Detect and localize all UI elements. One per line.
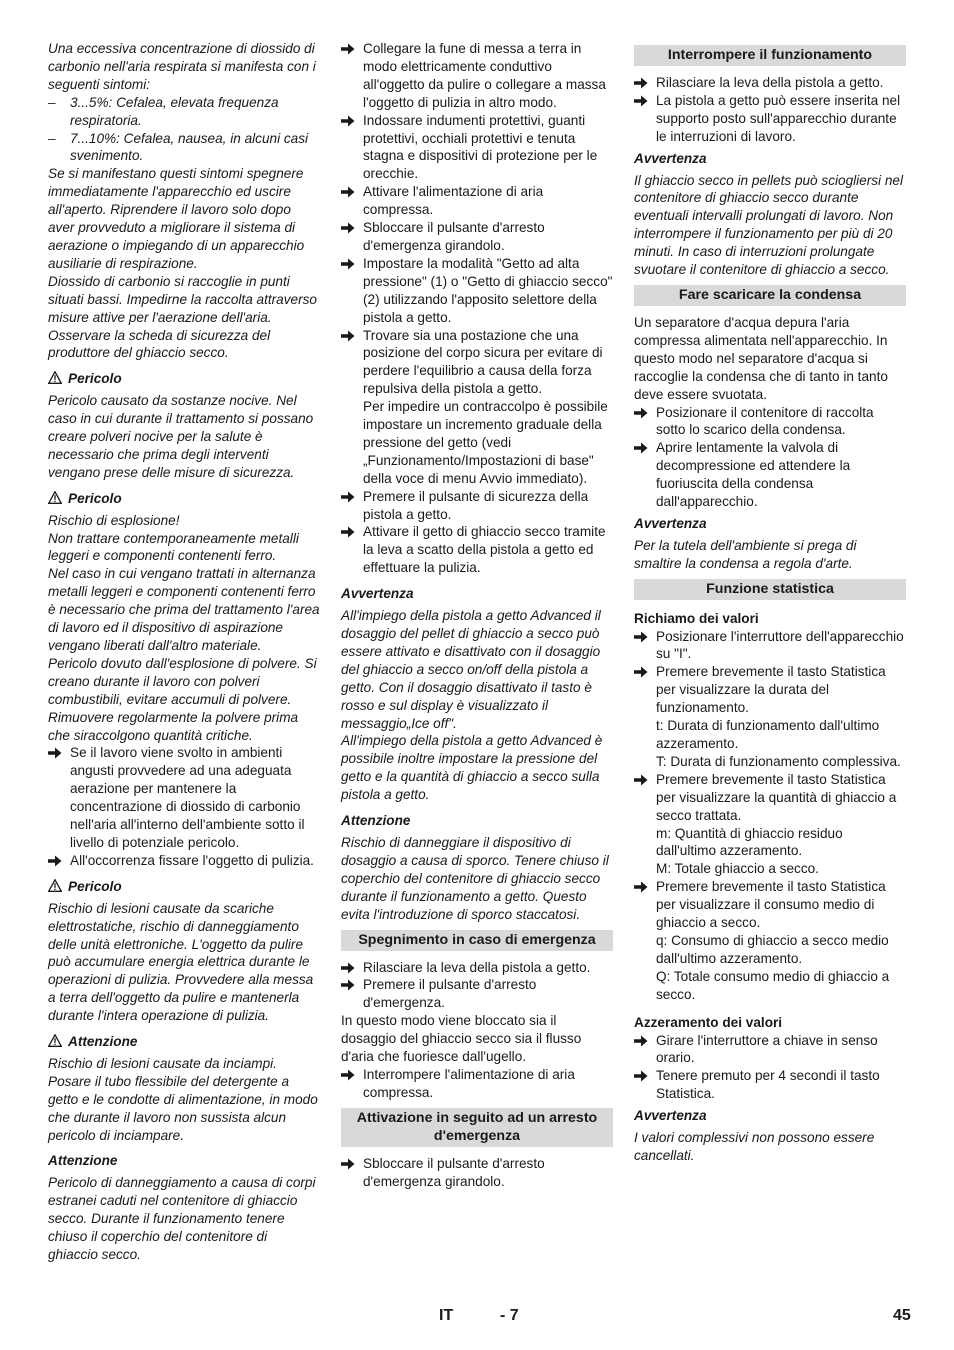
- arrow-right-icon: [634, 407, 648, 419]
- value-description: T: Durata di funzionamento complessiva.: [656, 753, 901, 769]
- safety-sheet-note: Osservare la scheda di sicurezza del produttore del ghiaccio secco.: [48, 327, 271, 361]
- arrow-right-icon: [634, 666, 648, 678]
- instruction-step: Premere il pulsante d'arresto d'emergenza.: [341, 976, 613, 1012]
- condensate-text: Un separatore d'acqua depura l'aria compressa alimentata nell'apparecchio. In questo modo nel separatore d'acqua si raccoglie la condensa che di tanto in tanto deve essere svuotata.: [634, 314, 888, 402]
- instruction-step: Collegare la fune di messa a terra in modo elettricamente conduttivo all'oggetto da pulire o collegare a massa l'oggetto di pulizia in altro modo.: [341, 40, 613, 112]
- danger-text: Nel caso in cui vengano trattati in alternanza metalli leggeri e componenti contenenti ferro è necessario che prima del trattamento l'area di lavoro ed il dispositivo di aspirazione vengano liberati dall'altro materiale.: [48, 566, 320, 653]
- co2-intro: Una eccessiva concentrazione di diossido di carbonio nell'aria respirata si manifesta con i seguenti sintomi:: [48, 41, 316, 92]
- instruction-step: Posizionare il contenitore di raccolta sotto lo scarico della condensa.: [634, 404, 906, 440]
- section-header-condensate: Fare scaricare la condensa: [634, 285, 906, 306]
- instruction-step: Premere brevemente il tasto Statistica per visualizzare la quantità di ghiaccio a secco trattata.: [634, 771, 906, 825]
- instruction-step: Indossare indumenti protettivi, guanti protettivi, occhiali protettivi e tenuta stagna e dispositivi di protezione per le orecchie.: [341, 112, 613, 184]
- instruction-step: All'occorrenza fissare l'oggetto di pulizia.: [48, 852, 320, 870]
- arrow-right-icon: [634, 774, 648, 786]
- caution-heading: Attenzione: [48, 1033, 320, 1051]
- instruction-step: Rilasciare la leva della pistola a getto.: [341, 959, 613, 977]
- caution-text: Pericolo di danneggiamento a causa di corpi estranei caduti nel contenitore di ghiaccio secco. Durante il funzionamento tenere chiuso il coperchio del contenitore di ghiaccio secco.: [48, 1175, 316, 1262]
- arrow-right-icon: [634, 77, 648, 89]
- instruction-step: Interrompere l'alimentazione di aria compressa.: [341, 1066, 613, 1102]
- warning-triangle-icon: [48, 879, 62, 892]
- arrow-right-icon: [341, 330, 355, 342]
- footer-page-number: 45: [893, 1307, 911, 1324]
- arrow-right-icon: [341, 1158, 355, 1170]
- caution-text: Rischio di danneggiare il dispositivo di dosaggio a causa di sporco. Tenere chiuso il coperchio del contenitore di ghiaccio secco durante il funzionamento a getto. Questo evita l'introduzione di sporco staccatosi.: [341, 834, 609, 922]
- note-text: Per la tutela dell'ambiente si prega di smaltire la condensa a regola d'arte.: [634, 537, 857, 571]
- arrow-right-icon: [634, 95, 648, 107]
- note-text: All'impiego della pistola a getto Advanced è possibile inoltre impostare la pressione del getto e la quantità di ghiaccio a secco sulla pistola a getto.: [341, 733, 603, 803]
- column-1: [48, 40, 320, 1264]
- footer-section-number: - 7: [500, 1307, 519, 1324]
- section-header-emergency: Spegnimento in caso di emergenza: [341, 930, 613, 951]
- arrow-right-icon: [341, 222, 355, 234]
- instruction-step: La pistola a getto può essere inserita nel supporto posto sull'apparecchio durante le interruzioni di lavoro.: [634, 92, 906, 146]
- note-heading: Avvertenza: [634, 1108, 707, 1124]
- arrow-right-icon: [341, 491, 355, 503]
- value-description: t: Durata di funzionamento dall'ultimo azzeramento.: [656, 718, 880, 751]
- arrow-right-icon: [634, 881, 648, 893]
- arrow-right-icon: [634, 1070, 648, 1082]
- instruction-step: Trovare sia una postazione che una posizione del corpo sicura per evitare di perdere l'equilibrio a causa della forza repulsiva della pistola a getto.: [341, 327, 613, 399]
- danger-heading: Pericolo: [48, 490, 320, 508]
- note-heading: Avvertenza: [341, 586, 414, 602]
- symptom-item: – 7...10%: Cefalea, nausea, in alcuni casi svenimento.: [48, 130, 309, 164]
- warning-triangle-icon: [48, 371, 62, 384]
- instruction-step: Premere brevemente il tasto Statistica per visualizzare il consumo medio di ghiaccio a secco.: [634, 878, 906, 932]
- arrow-right-icon: [634, 442, 648, 454]
- arrow-right-icon: [48, 855, 62, 867]
- arrow-right-icon: [341, 258, 355, 270]
- danger-text: Pericolo causato da sostanze nocive. Nel caso in cui durante il trattamento si possano creare polveri nocive per la salute è necessario che prima degli interventi vengano prese delle misure di sicurezza.: [48, 393, 314, 480]
- section-header-interrupt: Interrompere il funzionamento: [634, 45, 906, 66]
- note-text: I valori complessivi non possono essere cancellati.: [634, 1130, 875, 1163]
- warning-triangle-icon: [48, 1034, 62, 1047]
- note-text: All'impiego della pistola a getto Advanced il dosaggio del pellet di ghiaccio a secco può essere attivato e disattivato con il dosaggio del ghiaccio a secco on/off della pistola a getto. Con il dosaggio disattivato il tasto è rosso e sul display è visualizzato il messaggio„Ice off".: [341, 608, 601, 731]
- instruction-step: Aprire lentamente la valvola di decompressione ed attendere la fuoriuscita della condensa dall'apparecchio.: [634, 439, 906, 511]
- arrow-right-icon: [634, 1035, 648, 1047]
- arrow-right-icon: [341, 526, 355, 538]
- instruction-step: Premere il pulsante di sicurezza della pistola a getto.: [341, 488, 613, 524]
- instruction-step: Posizionare l'interruttore dell'apparecchio su "I".: [634, 628, 906, 664]
- instruction-step: Attivare il getto di ghiaccio secco tramite la leva a scatto della pistola a getto ed effettuare la pulizia.: [341, 523, 613, 577]
- value-description: Q: Totale consumo medio di ghiaccio a secco.: [656, 968, 890, 1002]
- danger-heading: Pericolo: [48, 878, 320, 896]
- danger-text: Rischio di lesioni causate da scariche elettrostatiche, rischio di danneggiamento delle unità elettroniche. L'oggetto da pulire può accumulare energia elettrica durante le operazioni di pulizia. Provvedere alla messa a terra dell'oggetto da pulire e mantenerla durante l'intera operazione di pulizia.: [48, 900, 314, 1024]
- arrow-right-icon: [48, 747, 62, 759]
- column-3: [634, 40, 906, 1165]
- arrow-right-icon: [341, 962, 355, 974]
- instruction-step: Rilasciare la leva della pistola a getto.: [634, 74, 906, 92]
- instruction-step: Premere brevemente il tasto Statistica per visualizzare la durata del funzionamento.: [634, 663, 906, 717]
- recoil-note: Per impedire un contraccolpo è possibile impostare un incremento graduale della pressione del getto (vedi „Funzionamento/Impostazioni di base" della voce di menu Avvio immediato).: [363, 399, 608, 486]
- instruction-step: Attivare l'alimentazione di aria compressa.: [341, 183, 613, 219]
- danger-heading: Pericolo: [48, 370, 320, 388]
- subheading-recall: Richiamo dei valori: [634, 610, 759, 626]
- emergency-text: In questo modo viene bloccato sia il dosaggio del ghiaccio secco sia il flusso d'aria che fuoriesce dall'ugello.: [341, 1013, 582, 1065]
- caution-heading: Attenzione: [48, 1153, 118, 1169]
- arrow-right-icon: [341, 115, 355, 127]
- caution-text: Rischio di lesioni causate da inciampi. Posare il tubo flessibile del detergente a getto e le condotte di alimentazione, in modo che durante il lavoro non sussista alcun pericolo di inciampare.: [48, 1055, 318, 1143]
- arrow-right-icon: [634, 631, 648, 643]
- value-description: M: Totale ghiaccio a secco.: [656, 861, 819, 877]
- instruction-step: Sbloccare il pulsante d'arresto d'emergenza girandolo.: [341, 219, 613, 255]
- symptom-action: Se si manifestano questi sintomi spegnere immediatamente l'apparecchio ed uscire all'aperto. Riprendere il lavoro solo dopo aver provveduto a migliorare il sistema di aerazione o impiegando di un apparecchio ausiliarie di respirazione.: [48, 166, 305, 271]
- note-text: Il ghiaccio secco in pellets può sciogliersi nel contenitore di ghiaccio secco durante eventuali intervalli prolungati di lavoro. Non interrompere il funzionamento per più di 20 minuti. In caso di interruzioni prolungate svuotare il contenitore di ghiaccio a secco.: [634, 172, 903, 278]
- instruction-step: Girare l'interruttore a chiave in senso orario.: [634, 1032, 906, 1068]
- caution-heading: Attenzione: [341, 813, 411, 829]
- danger-text: Rischio di esplosione!: [48, 512, 180, 528]
- symptom-item: – 3...5%: Cefalea, elevata frequenza respiratoria.: [48, 94, 279, 128]
- value-description: m: Quantità di ghiaccio residuo dall'ultimo azzeramento.: [656, 825, 843, 859]
- note-heading: Avvertenza: [634, 150, 707, 166]
- column-2: [341, 40, 613, 1191]
- danger-text: Non trattare contemporaneamente metalli leggeri e componenti contenenti ferro.: [48, 530, 299, 564]
- arrow-right-icon: [341, 979, 355, 991]
- section-header-statistics: Funzione statistica: [634, 579, 906, 600]
- danger-text: Pericolo dovuto dall'esplosione di polvere. Si creano durante il lavoro con polveri combustibili, evitare accumuli di polvere. Rimuovere regolarmente la polvere prima che siraccolgono quantità critiche.: [48, 655, 317, 743]
- arrow-right-icon: [341, 186, 355, 198]
- instruction-step: Sbloccare il pulsante d'arresto d'emergenza girandolo.: [341, 1155, 613, 1191]
- value-description: q: Consumo di ghiaccio a secco medio dall'ultimo azzeramento.: [656, 932, 889, 966]
- section-header-restart: Attivazione in seguito ad un arresto d'emergenza: [341, 1108, 613, 1147]
- warning-triangle-icon: [48, 491, 62, 504]
- instruction-step: Impostare la modalità "Getto ad alta pressione" (1) o "Getto di ghiaccio secco" (2) utilizzando l'apposito selettore della pistola a getto.: [341, 255, 613, 327]
- instruction-step: Tenere premuto per 4 secondi il tasto Statistica.: [634, 1067, 906, 1103]
- note-heading: Avvertenza: [634, 515, 707, 531]
- instruction-step: Se il lavoro viene svolto in ambienti angusti provvedere ad una adeguata aerazione per mantenere la concentrazione di diossido di carbonio nell'aria all'interno dell'ambiente sotto il livello di potenziale pericolo.: [48, 744, 320, 851]
- arrow-right-icon: [341, 43, 355, 55]
- co2-accumulation: Diossido di carbonio si raccoglie in punti situati bassi. Impedirne la raccolta attraverso misure attive per l'aerazione dell'aria.: [48, 273, 317, 325]
- footer-language: IT: [439, 1307, 454, 1324]
- subheading-reset: Azzeramento dei valori: [634, 1014, 783, 1030]
- arrow-right-icon: [341, 1069, 355, 1081]
